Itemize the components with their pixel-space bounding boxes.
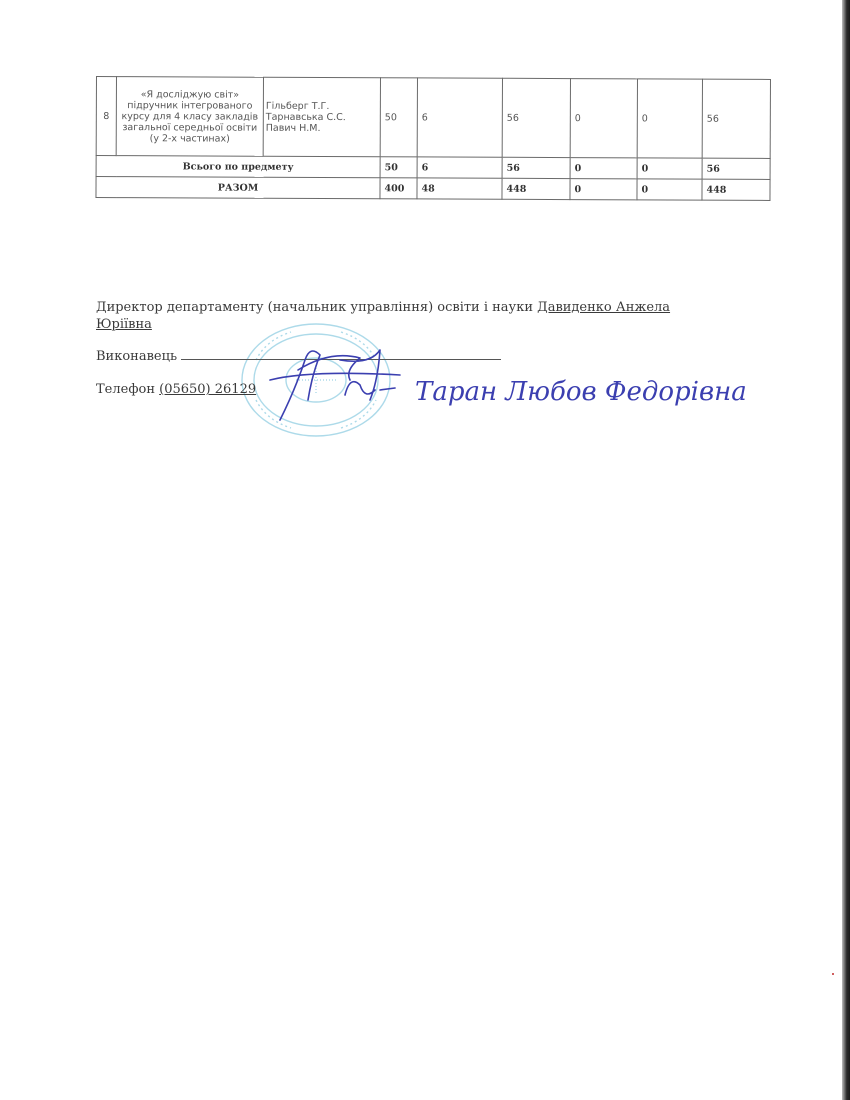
subtotal-value: 0: [637, 158, 702, 179]
total-label: РАЗОМ: [96, 177, 380, 199]
director-line: [96, 300, 670, 315]
row-number: 8: [96, 77, 116, 156]
value-cell: 56: [502, 78, 570, 157]
director-name-continued: [96, 317, 152, 332]
director-name: Давиденко Анжела: [537, 300, 671, 315]
executor-label: Виконавець: [96, 349, 178, 364]
total-value: 448: [502, 178, 570, 199]
total-row: [96, 177, 770, 201]
textbook-title: «Я досліджую світ» підручник інтегрованого курсу для 4 класу закладів загальної середньої освіти (у 2-х частинах): [116, 77, 263, 157]
subtotal-value: 50: [380, 157, 417, 178]
total-value: 48: [417, 178, 502, 199]
director-patronymic: Юріївна: [96, 317, 152, 332]
subtotal-value: 56: [502, 157, 570, 178]
handwritten-signature: [250, 330, 850, 430]
signature-name: Таран Любов Федорівна: [415, 377, 747, 407]
value-cell: 0: [570, 79, 637, 158]
director-title: Директор департаменту (начальник управління) освіти і науки: [96, 300, 538, 315]
total-value: 0: [637, 179, 702, 200]
subtotal-value: 0: [570, 158, 637, 179]
value-cell: 0: [637, 79, 702, 158]
total-value: 400: [380, 178, 417, 199]
subtotal-row: [96, 156, 770, 180]
total-value: 0: [570, 179, 637, 200]
value-cell: 56: [702, 79, 770, 158]
subtotal-value: 56: [702, 158, 770, 179]
value-cell: 50: [380, 78, 417, 157]
table-row: [96, 77, 770, 159]
phone-number: (05650) 26129: [159, 382, 257, 397]
scan-speck: [832, 973, 834, 975]
total-value: 448: [702, 179, 770, 200]
value-cell: 6: [417, 78, 502, 157]
phone-label: Телефон: [96, 382, 160, 397]
subtotal-value: 6: [417, 157, 502, 178]
scan-edge: [842, 0, 850, 1100]
phone-line: [96, 382, 256, 397]
textbook-authors: Гільберг Т.Г. Тарнавська С.С. Павич Н.М.: [263, 77, 380, 157]
textbook-table: [95, 76, 770, 201]
subtotal-label: Всього по предмету: [96, 156, 380, 178]
